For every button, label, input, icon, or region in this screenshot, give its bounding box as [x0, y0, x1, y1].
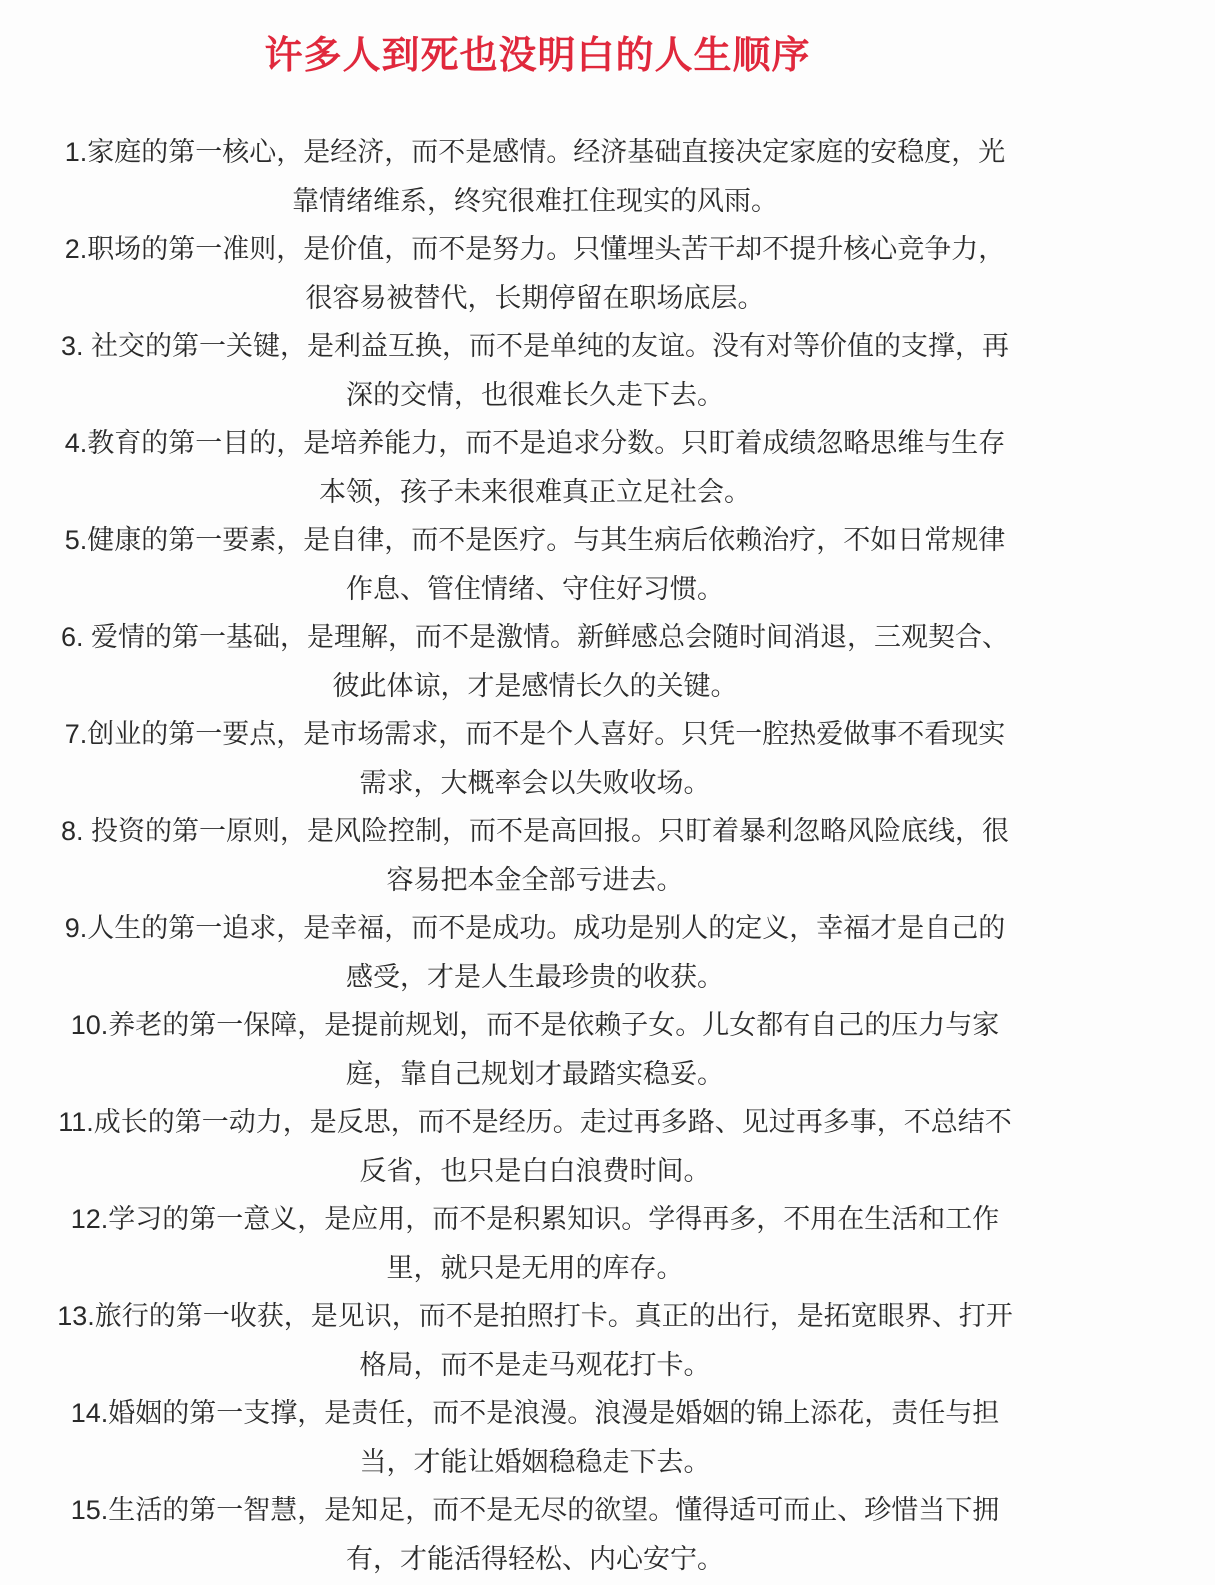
- list-item-line: 靠情绪维系，终究很难扛住现实的风雨。: [292, 185, 778, 216]
- list-item: [20, 1195, 1050, 1292]
- list-item: [20, 128, 1050, 225]
- list-item-line: 11.成长的第一动力，是反思，而不是经历。走过再多路、见过再多事，不总结不: [58, 1107, 1012, 1137]
- list-item-line: 9.人生的第一追求，是幸福，而不是成功。成功是别人的定义，幸福才是自己的: [64, 913, 1006, 943]
- list-item: [20, 1389, 1050, 1486]
- list-item-line: 15.生活的第一智慧，是知足，而不是无尽的欲望。懂得适可而止、珍惜当下拥: [70, 1495, 1000, 1525]
- list-item-line: 反省，也只是白白浪费时间。: [359, 1155, 711, 1186]
- list-item-line: 深的交情，也很难长久走下去。: [346, 379, 724, 410]
- list-item: [20, 1292, 1050, 1389]
- list-item: [20, 904, 1050, 1001]
- list-item: [20, 322, 1050, 419]
- list-item-line: 12.学习的第一意义，是应用，而不是积累知识。学得再多，不用在生活和工作: [70, 1204, 1000, 1234]
- list-item-line: 彼此体谅，才是感情长久的关键。: [332, 670, 738, 701]
- list-item-line: 1.家庭的第一核心，是经济，而不是感情。经济基础直接决定家庭的安稳度，光: [64, 137, 1006, 167]
- page-title: 许多人到死也没明白的人生顺序: [264, 35, 811, 77]
- list-item-line: 2.职场的第一准则，是价值，而不是努力。只懂埋头苦干却不提升核心竞争力，: [64, 234, 1006, 264]
- list-item-line: 容易把本金全部亏进去。: [386, 864, 684, 895]
- list-item-line: 当，才能让婚姻稳稳走下去。: [359, 1446, 711, 1477]
- list-item-line: 感受，才是人生最珍贵的收获。: [346, 961, 724, 992]
- list-item-line: 8. 投资的第一原则，是风险控制，而不是高回报。只盯着暴利忽略风险底线，很: [60, 816, 1010, 846]
- list-item: [20, 516, 1050, 613]
- list-item-line: 里，就只是无用的库存。: [386, 1252, 684, 1283]
- list-item-line: 作息、管住情绪、守住好习惯。: [346, 573, 724, 604]
- list-item-line: 10.养老的第一保障，是提前规划，而不是依赖子女。儿女都有自己的压力与家: [70, 1010, 1000, 1040]
- list-item-line: 5.健康的第一要素，是自律，而不是医疗。与其生病后依赖治疗，不如日常规律: [64, 525, 1006, 555]
- list-item-line: 很容易被替代，长期停留在职场底层。: [305, 282, 765, 313]
- list-item-line: 14.婚姻的第一支撑，是责任，而不是浪漫。浪漫是婚姻的锦上添花，责任与担: [70, 1398, 1000, 1428]
- list-item: [20, 419, 1050, 516]
- list-item-line: 4.教育的第一目的，是培养能力，而不是追求分数。只盯着成绩忽略思维与生存: [64, 428, 1006, 458]
- list-item-line: 7.创业的第一要点，是市场需求，而不是个人喜好。只凭一腔热爱做事不看现实: [64, 719, 1006, 749]
- list-item-line: 格局，而不是走马观花打卡。: [359, 1349, 711, 1380]
- list-item: [20, 1098, 1050, 1195]
- list-item-line: 13.旅行的第一收获，是见识，而不是拍照打卡。真正的出行，是拓宽眼界、打开: [57, 1301, 1013, 1331]
- list-item-line: 3. 社交的第一关键，是利益互换，而不是单纯的友谊。没有对等价值的支撑，再: [60, 331, 1010, 361]
- list-item-line: 本领，孩子未来很难真正立足社会。: [319, 476, 751, 507]
- list-item-line: 有，才能活得轻松、内心安宁。: [346, 1543, 724, 1574]
- list-item: [20, 1001, 1050, 1098]
- list-item: [20, 710, 1050, 807]
- list-item: [20, 1486, 1050, 1583]
- list-item-line: 需求，大概率会以失败收场。: [359, 767, 711, 798]
- list-item: [20, 807, 1050, 904]
- list-item-line: 6. 爱情的第一基础，是理解，而不是激情。新鲜感总会随时间消退，三观契合、: [60, 622, 1010, 652]
- principles-list: [20, 128, 1050, 1583]
- list-item-line: 庭，靠自己规划才最踏实稳妥。: [346, 1058, 724, 1089]
- list-item: [20, 613, 1050, 710]
- list-item: [20, 225, 1050, 322]
